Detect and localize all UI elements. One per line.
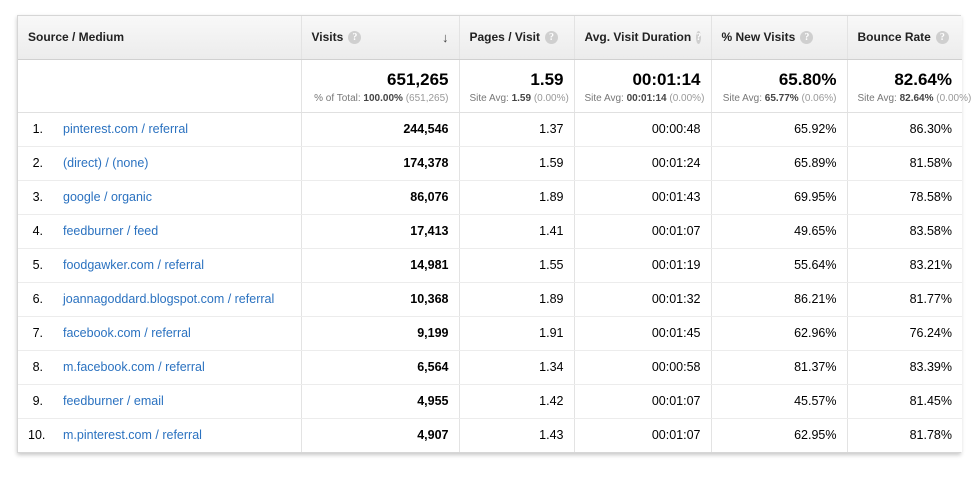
- row-pages-per-visit: 1.55: [459, 248, 574, 282]
- row-pct-new-visits: 55.64%: [711, 248, 847, 282]
- summary-sub-label-avg-visit-duration: Site Avg:: [584, 92, 624, 104]
- source-link[interactable]: (direct) / (none): [63, 156, 149, 170]
- row-avg-visit-duration: 00:01:45: [574, 316, 711, 350]
- column-header-pages-per-visit[interactable]: [459, 16, 574, 59]
- source-link[interactable]: joannagoddard.blogspot.com / referral: [63, 292, 275, 306]
- source-link[interactable]: m.pinterest.com / referral: [63, 428, 202, 443]
- row-visits: 174,378: [301, 146, 459, 180]
- column-header-visits[interactable]: [301, 16, 459, 59]
- column-label-avg-visit-duration: Avg. Visit Duration: [584, 30, 692, 45]
- column-label-pct-new-visits: % New Visits: [721, 30, 796, 45]
- row-source: [53, 146, 301, 180]
- summary-sub-stat-bounce-rate: 82.64%: [899, 92, 934, 104]
- summary-sub-paren-pages-per-visit: (0.00%): [533, 92, 569, 104]
- row-source: [53, 282, 301, 316]
- summary-value-pct-new-visits: 65.80%: [778, 69, 837, 89]
- sort-descending-icon[interactable]: ↓: [442, 29, 449, 45]
- row-index: 9.: [18, 384, 53, 418]
- row-visits: 17,413: [301, 214, 459, 248]
- row-source: [53, 350, 301, 384]
- row-avg-visit-duration: 00:01:32: [574, 282, 711, 316]
- summary-sub-stat-pages-per-visit: 1.59: [511, 92, 532, 104]
- row-pct-new-visits: 62.95%: [711, 418, 847, 452]
- row-index: 7.: [18, 316, 53, 350]
- row-bounce-rate: 81.77%: [847, 282, 962, 316]
- row-visits: 6,564: [301, 350, 459, 384]
- summary-row: [18, 59, 962, 112]
- summary-cell-pct-new-visits: [711, 59, 847, 112]
- row-pct-new-visits: 49.65%: [711, 214, 847, 248]
- row-pages-per-visit: 1.91: [459, 316, 574, 350]
- row-bounce-rate: 86.30%: [847, 112, 962, 146]
- row-index: 2.: [18, 146, 53, 180]
- column-header-pct-new-visits[interactable]: [711, 16, 847, 59]
- row-bounce-rate: 81.45%: [847, 384, 962, 418]
- row-bounce-rate: 78.58%: [847, 180, 962, 214]
- row-index: 6.: [18, 282, 53, 316]
- row-pages-per-visit: 1.37: [459, 112, 574, 146]
- column-label-bounce-rate: Bounce Rate: [857, 30, 931, 45]
- row-index: 4.: [18, 214, 53, 248]
- summary-sub-label-pct-new-visits: Site Avg:: [722, 92, 762, 104]
- row-pct-new-visits: 69.95%: [711, 180, 847, 214]
- row-index: 3.: [18, 180, 53, 214]
- summary-sub-pages-per-visit: [469, 92, 569, 104]
- row-visits: 9,199: [301, 316, 459, 350]
- help-icon[interactable]: ?: [696, 31, 702, 43]
- summary-sub-pct-new-visits: [722, 93, 837, 104]
- row-bounce-rate: 83.21%: [847, 248, 962, 282]
- row-avg-visit-duration: 00:01:24: [574, 146, 711, 180]
- summary-sub-stat-pct-new-visits: 65.77%: [764, 92, 799, 104]
- row-bounce-rate: 76.24%: [847, 316, 962, 350]
- row-source: [53, 214, 301, 248]
- row-visits: 86,076: [301, 180, 459, 214]
- row-source: [53, 418, 301, 452]
- table-body: [18, 59, 972, 452]
- source-link[interactable]: google / organic: [63, 190, 152, 204]
- row-pct-new-visits: 65.92%: [711, 112, 847, 146]
- summary-value-avg-visit-duration: 00:01:14: [632, 69, 701, 89]
- row-bounce-rate: 81.58%: [847, 146, 962, 180]
- table-row: [18, 418, 962, 452]
- help-icon[interactable]: ?: [936, 31, 949, 44]
- summary-sub-paren-visits: (651,265): [405, 92, 449, 104]
- row-source: [53, 180, 301, 214]
- row-bounce-rate: 83.58%: [847, 214, 962, 248]
- row-pages-per-visit: 1.89: [459, 180, 574, 214]
- row-index: 10.: [18, 418, 53, 452]
- row-pages-per-visit: 1.42: [459, 384, 574, 418]
- row-avg-visit-duration: 00:00:58: [574, 350, 711, 384]
- source-link[interactable]: pinterest.com / referral: [63, 122, 189, 136]
- source-link[interactable]: foodgawker.com / referral: [63, 258, 205, 272]
- table-row: [18, 248, 962, 282]
- column-header-source[interactable]: [18, 16, 301, 59]
- row-source: [53, 316, 301, 350]
- help-icon[interactable]: ?: [348, 31, 361, 44]
- table-row: [18, 112, 962, 146]
- summary-sub-paren-pct-new-visits: (0.06%): [801, 92, 837, 104]
- column-header-bounce-rate[interactable]: [847, 16, 962, 59]
- row-bounce-rate: 81.78%: [847, 418, 962, 452]
- row-pct-new-visits: 45.57%: [711, 384, 847, 418]
- row-visits: 4,955: [301, 384, 459, 418]
- source-link[interactable]: feedburner / email: [63, 394, 164, 408]
- table-row: [18, 180, 962, 214]
- row-pages-per-visit: 1.41: [459, 214, 574, 248]
- column-label-visits: Visits: [311, 30, 344, 45]
- row-pct-new-visits: 65.89%: [711, 146, 847, 180]
- column-header-avg-visit-duration[interactable]: [574, 16, 711, 59]
- summary-sub-paren-avg-visit-duration: (0.00%): [669, 92, 705, 104]
- summary-sub-label-visits: % of Total:: [314, 92, 361, 104]
- row-bounce-rate: 83.39%: [847, 350, 962, 384]
- row-pct-new-visits: 86.21%: [711, 282, 847, 316]
- row-pages-per-visit: 1.34: [459, 350, 574, 384]
- row-avg-visit-duration: 00:01:07: [574, 384, 711, 418]
- summary-cell-bounce-rate: [847, 59, 972, 112]
- row-visits: 10,368: [301, 282, 459, 316]
- summary-sub-stat-avg-visit-duration: 00:01:14: [626, 92, 667, 104]
- table-header: [18, 16, 962, 59]
- row-source: [53, 384, 301, 418]
- source-link[interactable]: m.facebook.com / referral: [63, 360, 205, 374]
- summary-sub-visits: [312, 93, 449, 104]
- row-avg-visit-duration: 00:00:48: [574, 112, 711, 146]
- table-row: [18, 214, 962, 248]
- summary-value-pages-per-visit: 1.59: [530, 69, 564, 89]
- row-avg-visit-duration: 00:01:43: [574, 180, 711, 214]
- row-visits: 244,546: [301, 112, 459, 146]
- row-index: 1.: [18, 112, 53, 146]
- summary-sub-label-pages-per-visit: Site Avg:: [469, 92, 509, 104]
- row-avg-visit-duration: 00:01:07: [574, 418, 711, 452]
- row-avg-visit-duration: 00:01:07: [574, 214, 711, 248]
- row-source: [53, 112, 301, 146]
- summary-value-visits: 651,265: [387, 69, 449, 89]
- table-row: [18, 384, 962, 418]
- row-index: 5.: [18, 248, 53, 282]
- table-row: [18, 282, 962, 316]
- row-index: 8.: [18, 350, 53, 384]
- row-visits: 14,981: [301, 248, 459, 282]
- summary-cell-avg-visit-duration: [574, 59, 711, 112]
- row-pages-per-visit: 1.43: [459, 418, 574, 452]
- row-visits: 4,907: [301, 418, 459, 452]
- row-pages-per-visit: 1.59: [459, 146, 574, 180]
- help-icon[interactable]: ?: [800, 31, 813, 44]
- summary-sub-bounce-rate: [857, 92, 972, 104]
- column-label-pages-per-visit: Pages / Visit: [469, 30, 540, 45]
- table-row: [18, 316, 962, 350]
- summary-sub-stat-visits: 100.00%: [363, 92, 403, 104]
- source-link[interactable]: facebook.com / referral: [63, 326, 191, 340]
- summary-sub-paren-bounce-rate: (0.00%): [936, 92, 972, 104]
- traffic-sources-table: [17, 15, 972, 453]
- source-link[interactable]: feedburner / feed: [63, 224, 159, 238]
- summary-cell-source: [18, 59, 301, 112]
- summary-cell-visits: [301, 59, 459, 112]
- report-table: [18, 16, 972, 452]
- table-row: [18, 146, 962, 180]
- summary-sub-label-bounce-rate: Site Avg:: [857, 92, 897, 104]
- summary-sub-avg-visit-duration: [584, 92, 705, 104]
- row-pct-new-visits: 81.37%: [711, 350, 847, 384]
- row-pages-per-visit: 1.89: [459, 282, 574, 316]
- row-source: [53, 248, 301, 282]
- summary-value-bounce-rate: 82.64%: [894, 69, 952, 89]
- help-icon[interactable]: ?: [545, 31, 558, 44]
- table-row: [18, 350, 962, 384]
- header-row: [18, 16, 962, 59]
- row-pct-new-visits: 62.96%: [711, 316, 847, 350]
- column-label-source: Source / Medium: [28, 30, 125, 45]
- row-avg-visit-duration: 00:01:19: [574, 248, 711, 282]
- summary-cell-pages-per-visit: [459, 59, 574, 112]
